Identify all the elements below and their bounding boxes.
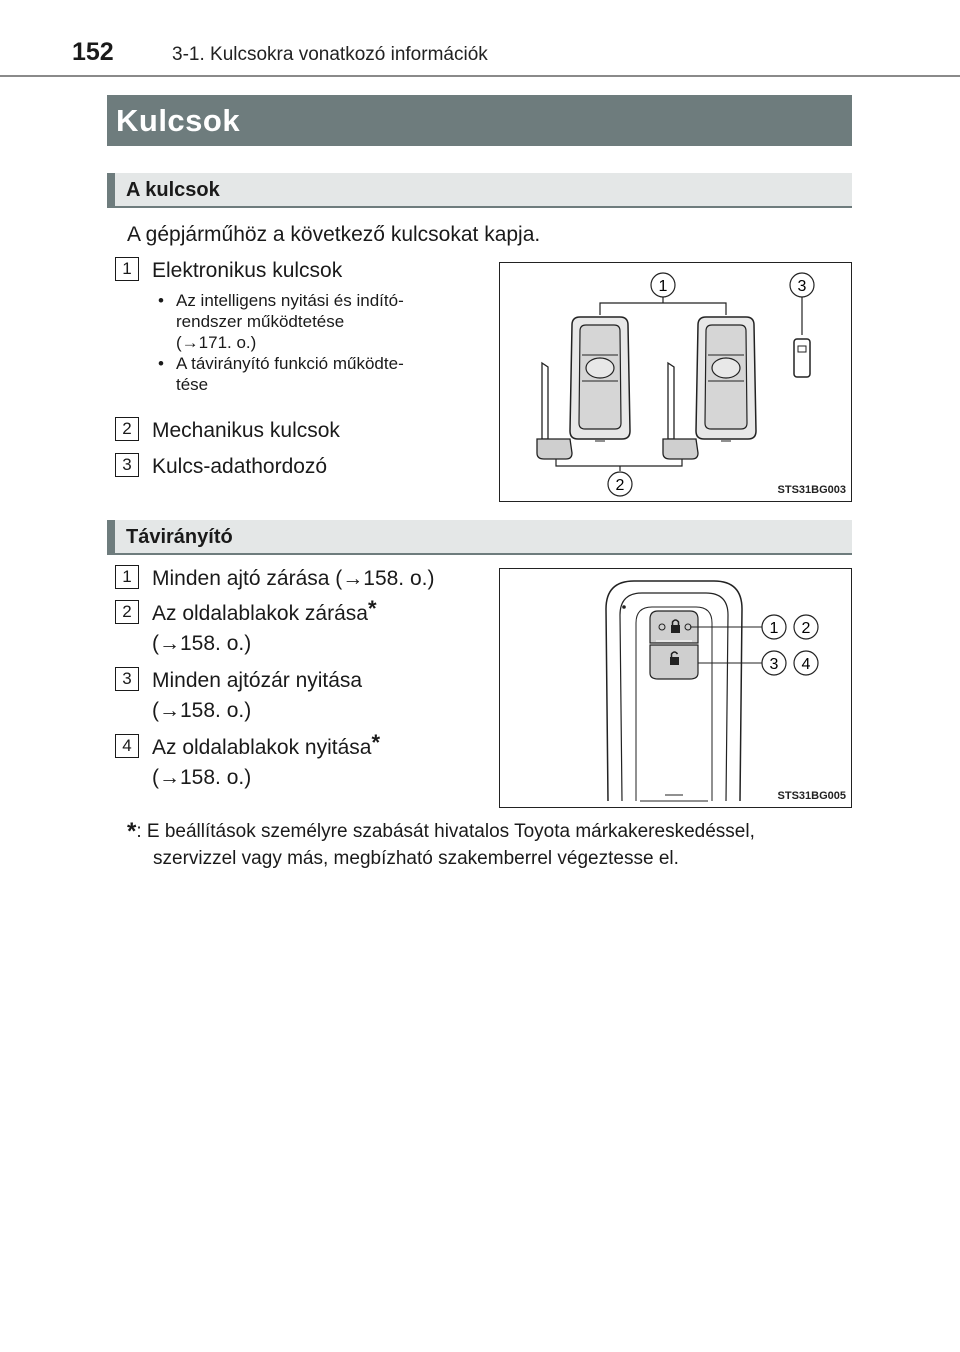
item-number-3: 3 (115, 453, 139, 477)
remote-illustration (500, 569, 851, 807)
electronic-key-right (696, 317, 756, 441)
callout-label-3: 3 (769, 656, 779, 673)
remote-item-close-windows: Az oldalablakok zárása* (152, 596, 377, 625)
bullet-item: • Az intelligens nyitási és indító- rendszer működtetése (→171. o.) (154, 290, 476, 353)
section-heading-keys: A kulcsok (107, 173, 852, 208)
mechanical-key-left (537, 363, 572, 459)
remote-item-close-windows-ref: (→158. o.) (152, 632, 252, 655)
callout-label-1: 1 (769, 620, 779, 637)
header-divider (0, 75, 960, 77)
item-label-key-card: Kulcs-adathordozó (152, 455, 328, 478)
section-path: 3-1. Kulcsokra vonatkozó információk (172, 44, 488, 65)
callout-label-2: 2 (801, 620, 811, 637)
remote-figure (499, 568, 852, 808)
callout-label-4: 4 (801, 656, 811, 673)
item-number-3: 3 (115, 667, 139, 691)
footnote-star: * (127, 818, 137, 845)
item-label-electronic-keys: Elektronikus kulcsok (152, 259, 343, 282)
keys-intro: A gépjárműhöz a következő kulcsokat kapja. (127, 223, 541, 246)
footnote-marker: * (367, 596, 377, 621)
item-label-mechanical-keys: Mechanikus kulcsok (152, 419, 340, 442)
item-number-1: 1 (115, 565, 139, 589)
figure-code: STS31BG005 (777, 790, 846, 802)
callout-label-2: 2 (615, 477, 625, 494)
callout-label-3: 3 (797, 278, 807, 295)
footnote-line-1: : E beállítások személyre szabását hivatalos Toyota márkakereskedéssel, (136, 821, 755, 842)
footnote-line-2: szervizzel vagy más, megbízható szakemberrel végeztesse el. (153, 848, 679, 869)
item-number-2: 2 (115, 417, 139, 441)
item-number-2: 2 (115, 600, 139, 624)
remote-item-lock-all: Minden ajtó zárása (→158. o.) (152, 567, 435, 590)
bullet-item: • A távirányító funkció működte- tése (154, 353, 476, 395)
electronic-key-left (570, 317, 630, 441)
remote-item-open-windows-ref: (→158. o.) (152, 766, 252, 789)
page-title: Kulcsok (107, 95, 852, 146)
key-card-shape (794, 339, 810, 377)
figure-code: STS31BG003 (777, 484, 846, 496)
footnote-marker: * (371, 730, 381, 755)
keys-figure (499, 262, 852, 502)
item-number-1: 1 (115, 257, 139, 281)
mechanical-key-right (663, 363, 698, 459)
keys-illustration (500, 263, 851, 501)
remote-item-unlock-all: Minden ajtózár nyitása (152, 669, 363, 692)
callout-label-1: 1 (658, 278, 668, 295)
remote-item-unlock-all-ref: (→158. o.) (152, 699, 252, 722)
page-number: 152 (72, 38, 114, 66)
section-heading-remote: Távirányító (107, 520, 852, 555)
item-number-4: 4 (115, 734, 139, 758)
footnote (127, 818, 852, 872)
electronic-keys-bullets (154, 290, 476, 395)
remote-item-open-windows: Az oldalablakok nyitása* (152, 730, 381, 759)
